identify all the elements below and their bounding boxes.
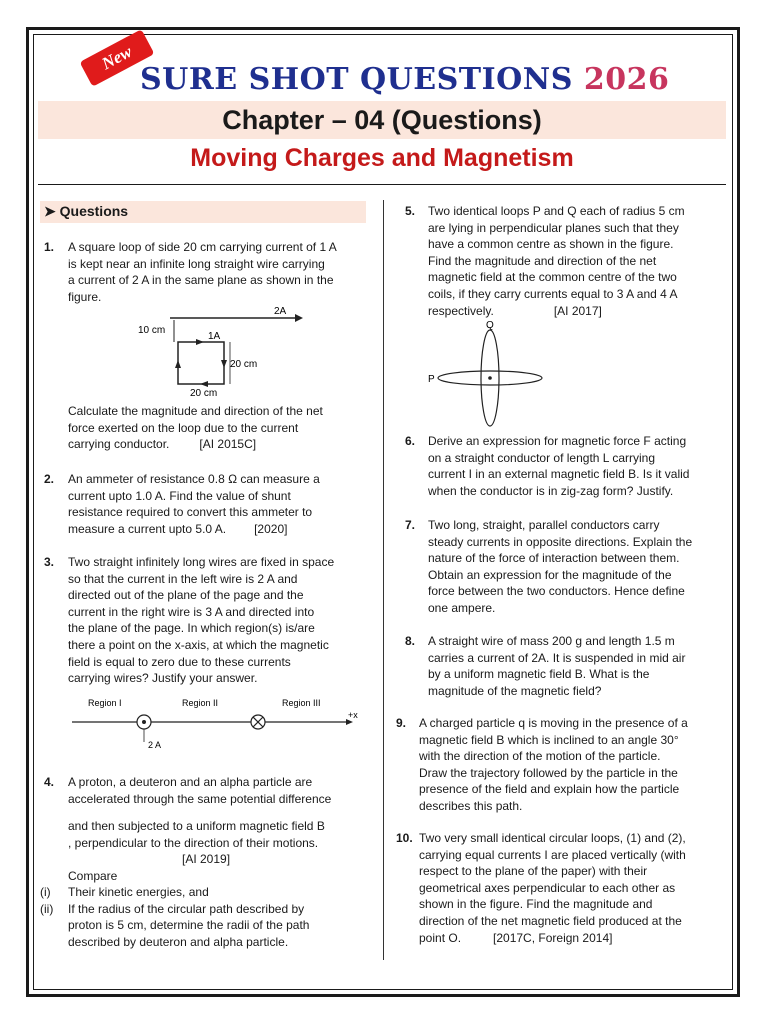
q7-line: Two long, straight, parallel conductors carry: [428, 518, 660, 532]
q6-line: current I in an external magnetic field B. Is it valid: [428, 467, 690, 482]
q10-line: Two very small identical circular loops, (1) and (2),: [419, 831, 686, 845]
q4-line: A proton, a deuteron and an alpha particle are: [68, 775, 313, 789]
q10-text: [419, 830, 686, 946]
q7-line: nature of the force of interaction between them.: [428, 551, 680, 566]
q7-line: force between the two conductors. Hence define: [428, 584, 685, 599]
q2-reference: [2020]: [254, 521, 288, 536]
fig1-loop-arrow-right: [221, 360, 227, 368]
fig-square-loop: [130, 302, 310, 402]
q8-number: 8.: [405, 634, 416, 648]
q2-text: [68, 471, 320, 537]
fig1-side-right: 20 cm: [230, 359, 258, 370]
header-divider: [38, 184, 726, 185]
q6-number: 6.: [405, 434, 416, 448]
q5-reference: [AI 2017]: [553, 303, 602, 318]
new-badge: New: [80, 29, 155, 87]
q3-line: directed out of the plane of the page and the: [68, 588, 304, 603]
fig3-region1: Region I: [88, 698, 122, 708]
q5-line: magnetic field at the common centre of the two: [428, 270, 677, 285]
q4-number: 4.: [44, 775, 55, 789]
fig3-current: 2 A: [148, 740, 162, 750]
q2-line: measure a current upto 5.0 A. [2020]: [68, 521, 288, 536]
q8-text: [428, 633, 685, 699]
q8-line: carries a current of 2A. It is suspended in mid air: [428, 650, 686, 665]
q7-line: steady currents in opposite directions. Explain the: [428, 534, 693, 549]
fig3-region2: Region II: [182, 698, 219, 708]
q10-reference: [2017C, Foreign 2014]: [493, 930, 613, 945]
q10-line: direction of the net magnetic field produced at the: [419, 913, 682, 928]
q2-line: An ammeter of resistance 0.8 Ω can measure a: [68, 472, 320, 486]
q3-line: there a point on the x-axis, at which the magnetic: [68, 637, 329, 652]
q1-line: Calculate the magnitude and direction of the net: [68, 404, 323, 418]
q8-line: A straight wire of mass 200 g and length 1.5 m: [428, 634, 675, 648]
q3-line: so that the current in the left wire is 2 A and: [68, 571, 298, 586]
fig1-loop-arrow-top: [196, 339, 204, 345]
q3-line: the plane of the page. In which region(s) is/are: [68, 621, 315, 636]
q8-line: magnitude of the magnetic field?: [428, 683, 602, 698]
q4-sub-item: (i) Their kinetic energies, and: [40, 885, 209, 899]
brand-text: SURE SHOT QUESTIONS: [140, 62, 584, 97]
fig1-wire-arrow: [295, 314, 303, 322]
fig1-loop-arrow-left: [175, 360, 181, 368]
q6-line: on a straight conductor of length L carrying: [428, 450, 656, 465]
q1-line: is kept near an infinite long straight wire carrying: [68, 256, 325, 271]
column-divider: [383, 200, 384, 960]
q3-line: carrying wires? Justify your answer.: [68, 671, 258, 686]
q7-text: [428, 517, 692, 617]
q1-line: a current of 2 A in the same plane as shown in the: [68, 273, 334, 288]
q2-line: current upto 1.0 A. Find the value of shunt: [68, 488, 291, 503]
q1-line: A square loop of side 20 cm carrying current of 1 A: [68, 240, 337, 254]
q1-reference: [AI 2015C]: [199, 437, 257, 452]
chapter-title: Chapter – 04 (Questions): [222, 105, 542, 135]
q5-number: 5.: [405, 204, 416, 218]
q2-number: 2.: [44, 472, 55, 486]
fig3-region3: Region III: [282, 698, 321, 708]
q7-number: 7.: [405, 518, 416, 532]
section-heading: ➤ Questions: [44, 203, 129, 219]
q5-line: are lying in perpendicular planes such that they: [428, 220, 679, 235]
fig1-loop: [178, 342, 224, 384]
q4-line: accelerated through the same potential difference: [68, 791, 332, 806]
section-title: Questions: [59, 203, 129, 219]
q4-line: , perpendicular to the direction of their motions.: [68, 835, 319, 850]
q4-sub-line: described by deuteron and alpha particle.: [68, 934, 289, 949]
fig1-loop-current: 1A: [208, 331, 221, 342]
q8-line: by a uniform magnetic field B. What is the: [428, 667, 650, 682]
q6-line: when the conductor is in zig-zag form? Justify.: [428, 483, 674, 498]
q1-text: [68, 239, 337, 305]
q9-text: [419, 715, 688, 815]
q9-number: 9.: [396, 716, 407, 730]
fig5-label-q: Q: [486, 320, 494, 331]
q5-line: respectively. [AI 2017]: [428, 303, 602, 318]
q10-line: shown in the figure. Find the magnitude and: [419, 897, 653, 912]
q9-line: Draw the trajectory followed by the particle in the: [419, 765, 678, 780]
q2-line: resistance required to convert this ammeter to: [68, 505, 313, 520]
q3-number: 3.: [44, 555, 55, 569]
q9-line: presence of the field and explain how the particle: [419, 782, 680, 797]
q9-line: magnetic field B which is inclined to an angle 30°: [419, 732, 679, 747]
subject-title: Moving Charges and Magnetism: [190, 144, 574, 172]
fig1-loop-arrow-bottom: [200, 381, 208, 387]
q4-reference: [AI 2019]: [182, 852, 231, 867]
q1-number: 1.: [44, 240, 55, 254]
fig5-centre: [488, 376, 492, 380]
brand-year: 2026: [583, 62, 670, 97]
q4-compare: Compare: [68, 868, 118, 883]
q4-text-2: [68, 818, 325, 884]
q10-number: 10.: [396, 831, 413, 845]
q4-sub-parts: [40, 884, 309, 950]
fig-two-wires: [62, 692, 372, 754]
q10-line: carrying equal currents I are placed vertically (with: [419, 847, 686, 862]
fig3-axis-label: +x: [348, 710, 358, 720]
q7-line: Obtain an expression for the magnitude of the: [428, 567, 672, 582]
q4-line: and then subjected to a uniform magnetic field B: [68, 819, 325, 833]
q9-line: with the direction of the motion of the particle.: [419, 749, 661, 764]
q4-text: [68, 774, 331, 807]
q3-text: [68, 554, 334, 687]
q1-line: force exerted on the loop due to the current: [68, 420, 299, 435]
q10-line: geometrical axes perpendicular to each other as: [419, 880, 676, 895]
q3-line: Two straight infinitely long wires are fixed in space: [68, 555, 335, 569]
q5-line: have a common centre as shown in the figure.: [428, 237, 674, 252]
fig5-label-p: P: [428, 374, 435, 385]
fig1-distance: 10 cm: [138, 325, 166, 336]
q3-line: current in the right wire is 3 A and directed into: [68, 604, 315, 619]
q5-line: coils, if they carry currents equal to 3 A and 4 A: [428, 286, 678, 301]
q10-line: respect to the plane of the paper) with their: [419, 864, 648, 879]
q1-line: figure.: [68, 289, 102, 304]
q1-text-after: [68, 403, 323, 453]
q6-line: Derive an expression for magnetic force F acting: [428, 434, 687, 448]
q9-line: A charged particle q is moving in the presence of a: [419, 716, 688, 730]
fig1-wire-current: 2A: [274, 306, 287, 317]
q1-line: carrying conductor. [AI 2015C]: [68, 437, 257, 452]
q5-text: [428, 203, 685, 319]
q5-line: Two identical loops P and Q each of radius 5 cm: [428, 204, 685, 218]
fig1-side-bottom: 20 cm: [190, 388, 218, 399]
q3-line: field is equal to zero due to these currents: [68, 654, 291, 669]
brand-title: [140, 62, 670, 97]
fig-perpendicular-loops: [422, 316, 562, 434]
q5-line: Find the magnitude and direction of the net: [428, 253, 657, 268]
q6-text: [428, 433, 689, 499]
fig3-wire-out-dot: [142, 720, 146, 724]
q4-sub-item: (ii) If the radius of the circular path described by: [40, 901, 305, 916]
q7-line: one ampere.: [428, 600, 496, 615]
q4-sub-line: proton is 5 cm, determine the radii of the path: [68, 918, 310, 933]
q9-line: describes this path.: [419, 798, 523, 813]
q10-line: point O. [2017C, Foreign 2014]: [419, 930, 613, 945]
